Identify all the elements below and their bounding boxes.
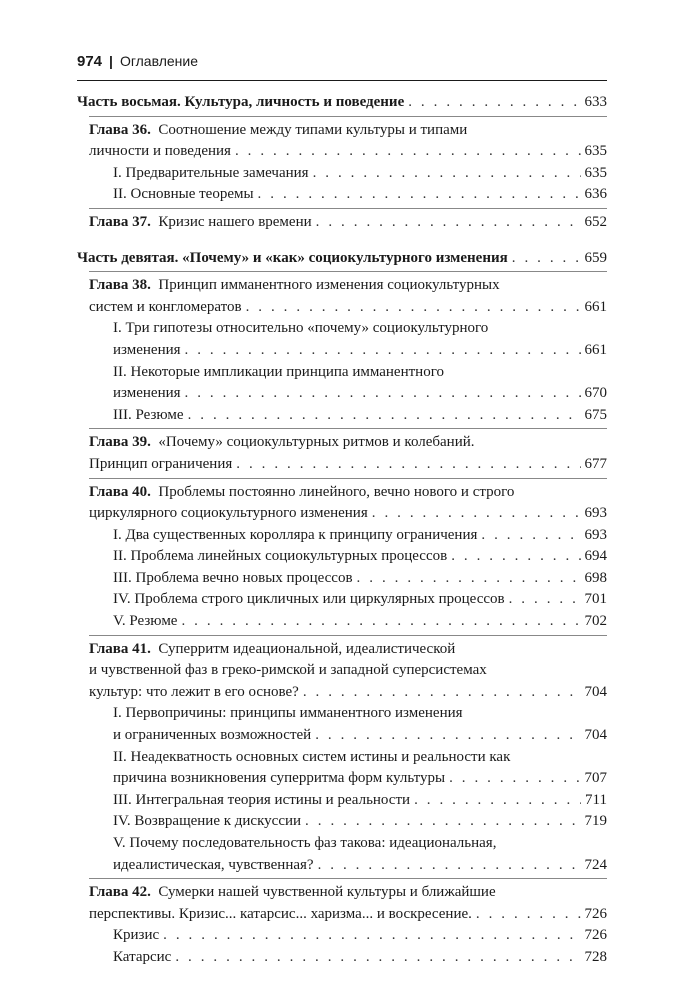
chapter-title-cont: Принцип ограничения	[89, 455, 233, 472]
part-9	[77, 248, 607, 969]
section-41-1-line-2[interactable]	[113, 725, 607, 747]
table-of-contents	[77, 92, 607, 969]
part-8	[77, 92, 607, 234]
chapter-title: Проблемы постоянно линейного, вечно нового и строго	[158, 483, 515, 500]
page-ref: 724	[584, 856, 607, 873]
section-title: I. Предварительные замечания	[113, 164, 309, 181]
chapter-42-line-2[interactable]	[89, 904, 607, 926]
chapter-38-line-2[interactable]	[89, 297, 607, 319]
chapter-42-line-1[interactable]	[89, 882, 607, 904]
section-41-2-line-1[interactable]	[113, 747, 607, 769]
chapter-39-line-1[interactable]	[89, 432, 607, 454]
chapter-label: Глава 38.	[89, 277, 151, 294]
section-36-2[interactable]	[113, 184, 607, 206]
chapter-40-line-2[interactable]	[89, 503, 607, 525]
chapter-label: Глава 42.	[89, 884, 151, 901]
page-ref: 633	[584, 94, 607, 110]
chapter-41	[89, 635, 607, 877]
toc-page	[77, 50, 607, 969]
page-ref: 661	[584, 298, 607, 315]
chapter-39-line-2[interactable]	[89, 454, 607, 476]
chapter-39	[89, 428, 607, 475]
page-ref: 704	[584, 683, 607, 700]
chapter-label: Глава 36.	[89, 121, 151, 138]
section-title: III. Проблема вечно новых процессов	[113, 569, 353, 586]
section-38-2-line-1[interactable]	[113, 362, 607, 384]
section-title-cont: идеалистическая, чувственная?	[113, 856, 314, 873]
chapter-36	[89, 116, 607, 206]
section-title: III. Резюме	[113, 406, 184, 423]
running-header	[77, 50, 607, 72]
section-title-cont: изменения	[113, 341, 181, 358]
section-title: Катарсис	[113, 948, 172, 965]
chapter-label: Глава 39.	[89, 434, 151, 451]
section-38-3[interactable]	[113, 405, 607, 427]
section-title: II. Неадекватность основных систем истины и реальности как	[113, 748, 511, 765]
chapter-37-line-1[interactable]	[89, 212, 607, 234]
chapter-41-line-3[interactable]	[89, 682, 607, 704]
chapter-40-line-1[interactable]	[89, 482, 607, 504]
section-36-1[interactable]	[113, 163, 607, 185]
page-ref: 702	[584, 613, 607, 630]
section-41-4[interactable]	[113, 811, 607, 833]
page-ref: 677	[584, 455, 607, 472]
section-41-3[interactable]	[113, 790, 607, 812]
chapter-38-line-1[interactable]	[89, 275, 607, 297]
page-ref: 704	[584, 727, 607, 744]
chapter-title-cont: систем и конгломератов	[89, 298, 242, 315]
section-title: I. Первопричины: принципы имманентного изменения	[113, 705, 463, 722]
section-41-5-line-1[interactable]	[113, 833, 607, 855]
chapter-38	[89, 271, 607, 426]
page-ref: 670	[584, 385, 607, 402]
chapter-title: Сумерки нашей чувственной культуры и ближайшие	[158, 884, 496, 901]
chapter-label: Глава 40.	[89, 483, 151, 500]
page-ref: 675	[584, 406, 607, 423]
section-title: Кризис	[113, 927, 160, 944]
page-ref: 652	[584, 213, 607, 230]
chapter-label: Глава 41.	[89, 640, 151, 657]
section-40-3[interactable]	[113, 568, 607, 590]
chapter-40	[89, 478, 607, 633]
chapter-label: Глава 37.	[89, 213, 151, 230]
chapter-title-cont: личности и поведения	[89, 143, 231, 160]
page-ref: 694	[584, 548, 607, 565]
section-title: I. Два существенных королляра к принципу ограничения	[113, 526, 478, 543]
chapter-title-cont: циркулярного социокультурного изменения	[89, 505, 368, 522]
part-9-entry[interactable]	[77, 248, 607, 270]
page-ref: 698	[584, 569, 607, 586]
section-41-2-line-2[interactable]	[113, 768, 607, 790]
chapter-title-cont: культур: что лежит в его основе?	[89, 683, 299, 700]
chapter-36-line-2[interactable]	[89, 141, 607, 163]
section-title: V. Резюме	[113, 613, 178, 630]
header-rule	[77, 80, 607, 81]
chapter-41-line-2[interactable]	[89, 660, 607, 682]
chapter-37	[89, 208, 607, 234]
page-ref: 707	[584, 770, 607, 787]
page-ref: 635	[584, 164, 607, 181]
part-8-entry[interactable]	[77, 92, 607, 114]
section-38-2-line-2[interactable]	[113, 383, 607, 405]
section-40-5[interactable]	[113, 611, 607, 633]
section-title: II. Проблема линейных социокультурных процессов	[113, 548, 448, 565]
section-title: II. Основные теоремы	[113, 186, 254, 203]
page-ref: 726	[584, 905, 607, 922]
part-title: Часть восьмая. Культура, личность и поведение	[77, 94, 405, 110]
section-40-2[interactable]	[113, 546, 607, 568]
chapter-title: Соотношение между типами культуры и типами	[158, 121, 468, 138]
page-ref: 635	[584, 143, 607, 160]
section-title: IV. Возвращение к дискуссии	[113, 813, 302, 830]
chapter-36-line-1[interactable]	[89, 120, 607, 142]
section-42-1[interactable]	[113, 925, 607, 947]
header-title: Оглавление	[119, 53, 199, 69]
chapter-42	[89, 878, 607, 968]
section-title: II. Некоторые импликации принципа имманентного	[113, 363, 444, 380]
page-ref: 701	[584, 591, 607, 608]
section-title-cont: и ограниченных возможностей	[113, 727, 312, 744]
header-separator: |	[109, 53, 113, 69]
chapter-title-cont: и чувственной фаз в греко-римской и западной суперсистемах	[89, 662, 487, 679]
section-38-1-line-1[interactable]	[113, 318, 607, 340]
page-ref: 726	[584, 927, 607, 944]
page-ref: 693	[584, 526, 607, 543]
page-ref: 711	[585, 791, 607, 808]
chapter-title: Суперритм идеациональной, идеалистической	[158, 640, 456, 657]
chapter-title: «Почему» социокультурных ритмов и колебаний.	[158, 434, 475, 451]
chapter-title: Кризис нашего времени	[158, 213, 312, 230]
page-ref: 719	[584, 813, 607, 830]
part-title: Часть девятая. «Почему» и «как» социокультурного изменения	[77, 249, 508, 266]
section-41-1-line-1[interactable]	[113, 703, 607, 725]
section-title-cont: изменения	[113, 385, 181, 402]
chapter-title-cont: перспективы. Кризис... катарсис... харизма... и воскресение.	[89, 905, 472, 922]
page-number: 974	[77, 53, 103, 70]
page-ref: 636	[584, 186, 607, 203]
chapter-title: Принцип имманентного изменения социокультурных	[158, 277, 500, 294]
section-title: V. Почему последовательность фаз такова: идеациональная,	[113, 835, 497, 851]
section-41-5-line-2[interactable]	[113, 855, 607, 877]
page-ref: 659	[584, 249, 607, 266]
page-ref: 728	[584, 948, 607, 965]
section-title-cont: причина возникновения суперритма форм культуры	[113, 770, 446, 787]
section-42-2[interactable]	[113, 947, 607, 969]
section-title: IV. Проблема строго цикличных или циркулярных процессов	[113, 591, 505, 608]
section-40-1[interactable]	[113, 525, 607, 547]
page-ref: 693	[584, 505, 607, 522]
chapter-41-line-1[interactable]	[89, 639, 607, 661]
section-40-4[interactable]	[113, 589, 607, 611]
section-38-1-line-2[interactable]	[113, 340, 607, 362]
section-title: I. Три гипотезы относительно «почему» социокультурного	[113, 320, 489, 337]
page-ref: 661	[584, 341, 607, 358]
section-title: III. Интегральная теория истины и реальности	[113, 791, 411, 808]
